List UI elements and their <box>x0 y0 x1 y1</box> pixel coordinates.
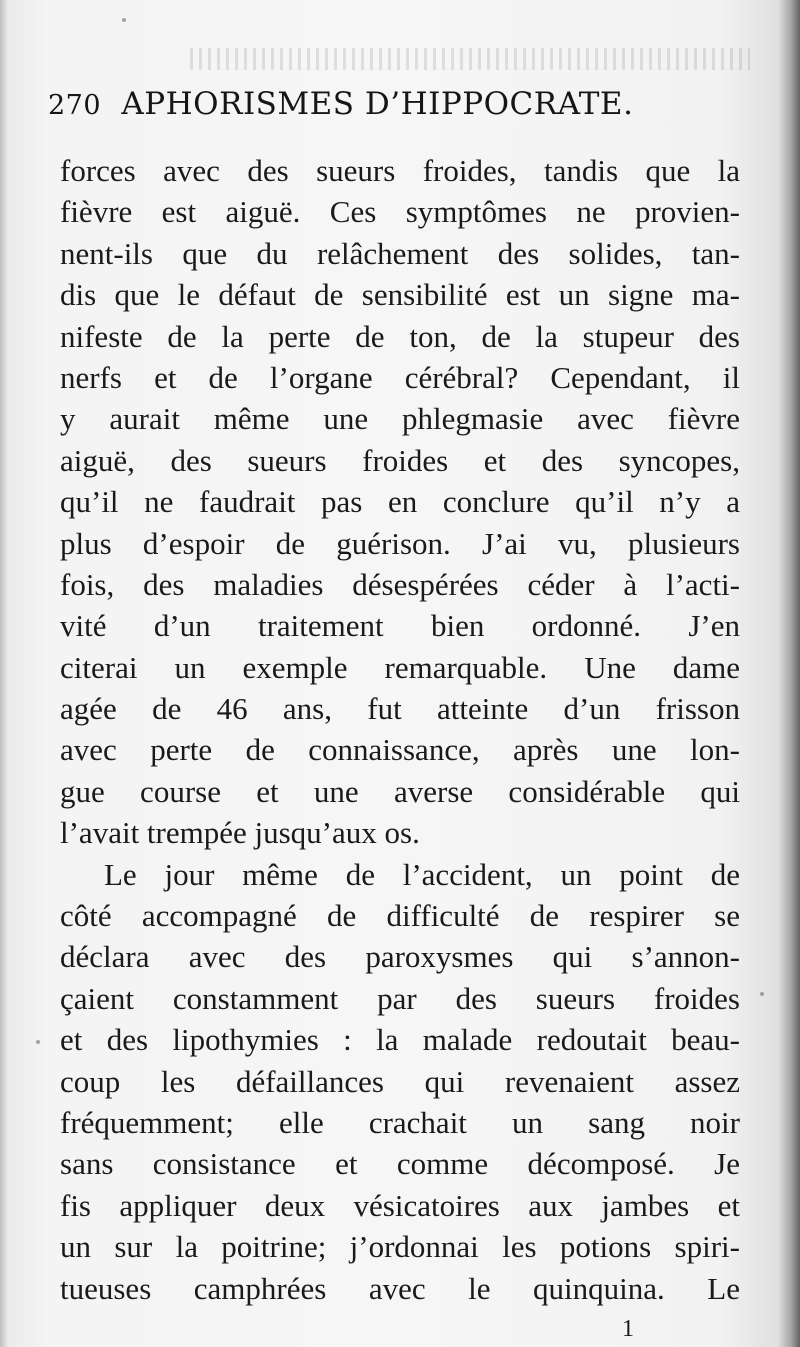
running-header <box>48 86 748 122</box>
text-line: et des lipothymies : la malade redoutait beau- <box>60 1022 740 1058</box>
text-line: y aurait même une phlegmasie avec fièvre <box>60 401 740 437</box>
text-line: fièvre est aiguë. Ces symptômes ne provien- <box>60 194 740 230</box>
text-line: nent-ils que du relâchement des solides, tan- <box>60 235 740 271</box>
body-text <box>60 150 740 1309</box>
text-line: côté accompagné de difficulté de respirer se <box>60 898 740 934</box>
text-line: plus d’espoir de guérison. J’ai vu, plusieurs <box>60 525 740 561</box>
text-line: tueuses camphrées avec le quinquina. Le <box>60 1270 740 1306</box>
page-number: 270 <box>48 90 102 121</box>
text-line: qu’il ne faudrait pas en conclure qu’il n’y a <box>60 484 740 520</box>
signature-mark: 1 <box>622 1316 634 1342</box>
text-line: fréquemment; elle crachait un sang noir <box>60 1104 740 1140</box>
text-line: forces avec des sueurs froides, tandis que la <box>60 153 740 188</box>
paper-speck <box>36 1040 40 1044</box>
text-line: avec perte de connaissance, après une lon- <box>60 732 740 768</box>
text-line: un sur la poitrine; j’ordonnai les potions spiri- <box>60 1229 740 1265</box>
text-line: aiguë, des sueurs froides et des syncopes, <box>60 442 740 478</box>
text-line: vité d’un traitement bien ordonné. J’en <box>60 608 740 644</box>
text-line: dis que le défaut de sensibilité est un signe ma- <box>60 277 740 313</box>
text-line: nifeste de la perte de ton, de la stupeur des <box>60 318 740 354</box>
show-through-text <box>190 48 750 70</box>
text-line: déclara avec des paroxysmes qui s’annon- <box>60 939 740 975</box>
text-line: fis appliquer deux vésicatoires aux jambes et <box>60 1187 740 1223</box>
text-line: coup les défaillances qui revenaient assez <box>60 1063 740 1099</box>
text-line: sans consistance et comme décomposé. Je <box>60 1146 740 1182</box>
text-line: gue course et une averse considérable qui <box>60 773 740 809</box>
page-left-edge <box>0 0 8 1347</box>
text-line: çaient constamment par des sueurs froides <box>60 980 740 1016</box>
text-line: agée de 46 ans, fut atteinte d’un frisson <box>60 691 740 727</box>
page-right-shadow <box>778 0 800 1347</box>
text-line: citerai un exemple remarquable. Une dame <box>60 649 740 685</box>
paragraph-start-line: Le jour même de l’accident, un point de <box>104 856 740 892</box>
text-line: fois, des maladies désespérées céder à l’acti- <box>60 566 740 602</box>
paragraph-end-line: l’avait trempée jusqu’aux os. <box>60 815 420 851</box>
text-line: nerfs et de l’organe cérébral? Cependant, il <box>60 359 740 395</box>
paper-speck <box>760 992 764 996</box>
running-title: APHORISMES D’HIPPOCRATE. <box>121 86 634 122</box>
paper-speck <box>122 18 126 22</box>
